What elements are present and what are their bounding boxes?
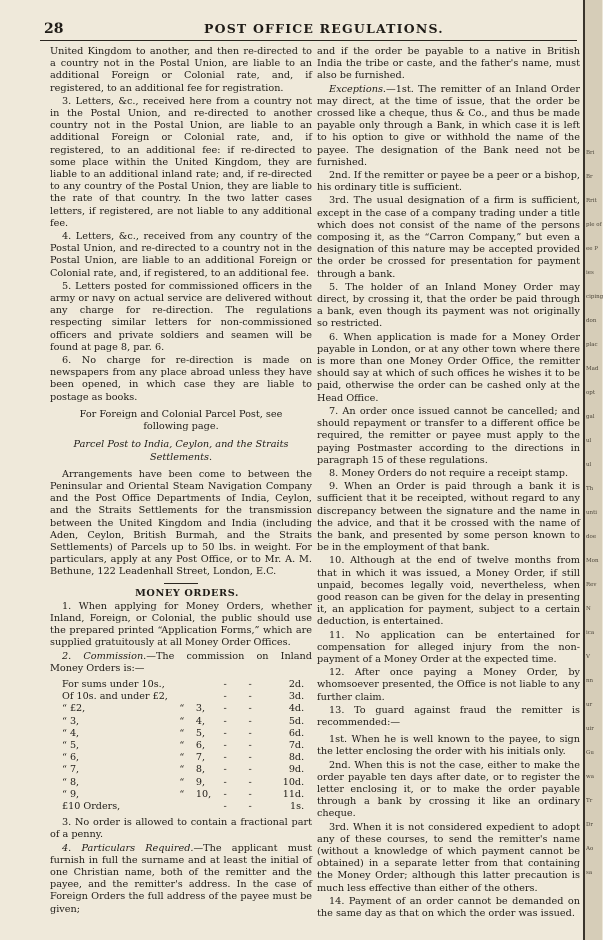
edge-fragment: ul [586,462,592,468]
commission-row [62,777,307,789]
rate-range-from: Of 10s. and under £2, [62,691,168,703]
commission-row [62,679,307,691]
rate-fee: 9d. [288,764,305,776]
paragraph: United Kingdom to another, and then re-directed to a country not in the Postal Union, are liable to an additional Foreign or Colonial rate, and, if registered, to an additional fee for registration. [50,46,312,94]
rate-fee: 8d. [288,752,305,764]
edge-fragment: Rev [586,582,597,588]
rate-dash: - [223,788,227,800]
rate-dash: - [248,715,252,727]
money-orders-heading: MONEY ORDERS. [135,587,239,599]
commission-row [62,740,307,752]
rate-fee: 7d. [288,739,305,751]
running-header [44,21,577,39]
edge-fragment: unti [586,510,598,516]
rate-dash: - [248,678,252,690]
rate-range-to: 6, [195,739,206,751]
rate-range-to: 7, [195,752,206,764]
edge-fragment: Rrit [586,198,597,204]
rate-dash: - [248,764,252,776]
edge-fragment: ies [586,270,594,276]
edge-fragment: doe [586,534,597,540]
paragraph: 9. When an Order is paid through a bank it is sufficient that it be receipted, without regard to any discrepancy between the signature and the name in the advice, and that it be crossed with the name of the bank, and presented by some person known to be in the employment of that bank. [317,481,580,554]
commission-row [62,764,307,776]
rate-dash: - [248,776,252,788]
edge-fragment: Br [586,174,593,180]
rate-ditto: “ [179,703,185,715]
edge-fragment: Gu [586,750,594,756]
edge-fragment: Th [586,486,594,492]
parcel-post-subheading: Parcel Post to India, Ceylon, and the Straits Settlements. [73,439,289,463]
right-column [317,46,580,926]
edge-fragment: Bri [586,150,595,156]
edge-fragment: N [586,606,591,612]
rate-dash: - [223,739,227,751]
commission-table [62,679,307,813]
paragraph: and if the order be payable to a native in British India the tribe or caste, and the father's name, must also be furnished. [317,46,580,82]
rate-dash: - [223,715,227,727]
edge-fragment: nn [586,678,594,684]
rate-range-to: 5, [195,727,206,739]
rate-fee: 2d. [288,678,305,690]
edge-fragment: Mad [586,366,599,372]
exceptions-label: Exceptions. [329,83,387,95]
rate-range-from: “ 6, [62,752,80,764]
edge-fragment: sa [586,870,593,876]
commission-row [62,752,307,764]
rate-range-from: “ £2, [62,703,86,715]
rate-range-to: 8, [195,764,206,776]
left-column [50,46,312,917]
paragraph: 3rd. When it is not considered expedient to adopt any of these courses, to send the remitter's name (without a knowledge of which payment cannot be obtained) in a separate letter from that containing the Money Order; although this latter precaution is much less effective than either of the others. [317,821,580,894]
rate-range-to: 3, [195,703,206,715]
rate-fee: 1s. [290,800,305,812]
particulars-label: 4. Particulars Required. [62,842,194,854]
section-divider [164,583,198,584]
paragraph: 4. Letters, &c., received from any country of the Postal Union, and re-directed to a country not in the Postal Union, are liable to an additional Foreign or Colonial rate, and, if registered, to an additional fee. [50,231,312,279]
edge-fragment: V [586,654,590,660]
rate-ditto [171,801,196,813]
rate-dash: - [248,691,252,703]
rate-fee: 10d. [282,776,305,788]
edge-fragment: opt [586,390,596,396]
rate-dash: - [223,703,227,715]
rate-dash: - [248,703,252,715]
rate-range-from: “ 9, [62,788,80,800]
paragraph: 8. Money Orders do not require a receipt stamp. [329,467,569,479]
paragraph: 10. Although at the end of twelve months from that in which it was issued, a Money Order, if still unpaid, becomes legally void, nevertheless, when good reason can be given for the delay in presenting it, an application for payment, subject to a certain deduction, is entertained. [317,555,580,628]
rate-fee: 11d. [282,788,305,800]
rate-range-from: For sums under 10s., [62,678,165,690]
commission-row [62,789,307,801]
rate-ditto: “ [179,752,185,764]
rate-ditto: “ [179,715,185,727]
adjacent-page-edge [583,0,602,940]
rate-dash: - [248,800,252,812]
paragraph [50,843,312,916]
paragraph: 1st. When he is well known to the payee, to sign the letter enclosing the order with his initials only. [317,734,580,758]
rate-range-from: “ 4, [62,727,80,739]
paragraph: 2nd. When this is not the case, either to make the order payable ten days after date, or to register the letter enclosing it, or to make the order payable through a bank by crossing it like an ordinary cheque. [317,759,580,820]
rate-dash: - [248,752,252,764]
paragraph [317,84,580,169]
running-title: POST OFFICE REGULATIONS. [204,21,444,36]
rate-ditto: “ [179,776,185,788]
paragraph: 6. When application is made for a Money Order payable in London, or at any other town where there is more than one Money Order Office, the remitter should say at which of such offices he wishes it to be paid, otherwise the order can be cashed only at the Head Office. [317,331,580,404]
edge-fragment: wa [586,774,594,780]
paragraph: 12. After once paying a Money Order, by whomsoever presented, the Office is not liable to any further claim. [317,667,580,703]
rate-dash: - [223,727,227,739]
rate-range-from: “ 8, [62,776,80,788]
particulars-text: —The applicant must furnish in full the surname and at least the initial of one Christian name, both of the remitter and the payee, and the remitter's address. In the case of Foreign Orders the full address of the payee must be given; [50,842,313,915]
edge-fragment: ur [586,702,593,708]
exceptions-text: —1st. The remitter of an Inland Order may direct, at the time of issue, that the order be crossed like a cheque, thus & Co., and thus be made payable only through a Bank, in which case it is left to his option to give or withhold the name of the payee. The designation of the Bank need not be furnished. [317,83,580,168]
page-number: 28 [44,21,64,37]
paragraph: 11. No application can be entertained for compensation for alleged injury from the non-payment of a Money Order at the expected time. [317,629,580,665]
rate-range-to [196,691,214,703]
commission-row [62,801,307,813]
rate-fee: 3d. [288,691,305,703]
rate-ditto: “ [179,788,185,800]
commission-row [62,716,307,728]
rate-ditto [171,691,196,703]
rate-ditto: “ [179,739,185,751]
rate-dash: - [223,691,227,703]
rate-dash: - [223,776,227,788]
paragraph: Arrangements have been come to between the Peninsular and Oriental Steam Navigation Company and the Post Office Departments of India, Ceylon, and the Straits Settlements for the transmission between the United Kingdom and India (including Aden, Ceylon, British Burmah, and the Straits Settlements) of Parcels up to 50 lbs. in weight. For particulars, apply at any Post Office, or to Mr. A. M. Bethune, 122 Leadenhall Street, London, E.C. [50,468,312,578]
paragraph: 1. When applying for Money Orders, whether Inland, Foreign, or Colonial, the public should use the prepared printed “Application Forms,” which are supplied gratuitously at all Money Order Offices. [50,600,312,649]
paragraph: 3. No order is allowed to contain a fractional part of a penny. [50,817,312,841]
rate-range-from: £10 Orders, [62,800,121,812]
commission-row [62,691,307,703]
edge-fragment: ee P [586,246,598,252]
paragraph: 3rd. The usual designation of a firm is sufficient, except in the case of a company trading under a title which does not consist of the name of the persons composing it, as the “Carron Company,” but even a designation of this nature may be accepted provided the order be crossed for presentation for payment through a bank. [317,195,580,280]
edge-fragment: ple of [586,222,602,228]
rate-range-from: “ 5, [62,739,80,751]
rate-ditto [171,679,196,691]
rate-range-from: “ 7, [62,764,80,776]
paragraph: 5. Letters posted for commissioned officers in the army or navy on actual service are delivered without any charge for re-direction. The regulations respecting similar letters for non-commissioned officers and private soldiers and seamen will be found at page 8, par. 6. [50,280,312,353]
paragraph [50,651,312,675]
paragraph: 5. The holder of an Inland Money Order may direct, by crossing it, that the order be paid through a bank, even though its payment was not originally so restricted. [317,281,580,330]
commission-row [62,703,307,715]
rate-range-to [196,679,214,691]
rate-dash: - [223,764,227,776]
edge-fragment: Dr [586,822,594,828]
rate-dash: - [223,678,227,690]
rate-fee: 6d. [288,727,305,739]
rate-dash: - [223,800,227,812]
edge-fragment: don [586,318,597,324]
paragraph: 2nd. If the remitter or payee be a peer or a bishop, his ordinary title is sufficient. [317,170,580,194]
rate-dash: - [248,727,252,739]
edge-fragment: uir [586,726,594,732]
edge-fragment: plac [586,342,598,348]
paragraph: 7. An order once issued cannot be cancelled; and should repayment or transfer to a different office be required, the remitter or payee must apply to the paying Postmaster according to the directions in paragraph 15 of these regulations. [317,405,580,466]
commission-text: —The commission on Inland Money Orders is:— [50,650,312,674]
rate-range-to: 10, [195,788,212,800]
rate-dash: - [223,752,227,764]
commission-row [62,728,307,740]
paragraph: 14. Payment of an order cannot be demanded on the same day as that on which the order was issued. [317,895,580,920]
rate-range-to [196,801,214,813]
rate-ditto: “ [179,727,185,739]
rate-fee: 5d. [288,715,305,727]
paragraph: 13. To guard against fraud the remitter is recommended:— [317,704,580,728]
edge-fragment: Mon [586,558,599,564]
commission-label: 2. Commission. [62,650,147,662]
edge-fragment: ciping [586,294,603,300]
rate-range-to: 4, [195,715,206,727]
edge-fragment: ul [586,438,592,444]
header-rule [40,40,577,41]
rate-dash: - [248,739,252,751]
rate-ditto: “ [179,764,185,776]
parcel-post-note: For Foreign and Colonial Parcel Post, see following page. [79,408,283,433]
paragraph: 3. Letters, &c., received here from a country not in the Postal Union, and re-directed to another country not in the Postal Union, are liable to an additional Foreign or Colonial rate, and, if registered, to an additional fee: if re-directed to some place within the United Kingdom, they are liable to an additional inland rate; and, if re-directed to any country of the Postal Union, they are liable to the rate of that country. In the two latter cases letters, if registered, are not liable to any additional fee. [50,95,312,229]
edge-fragment: Tr [586,798,593,804]
rate-range-from: “ 3, [62,715,80,727]
edge-fragment: Ao [586,846,594,852]
edge-fragment: ica [586,630,595,636]
rate-fee: 4d. [288,703,305,715]
edge-fragment: gal [586,414,595,420]
paragraph: 6. No charge for re-direction is made on newspapers from any place abroad unless they have been opened, in which case they are liable to postage as books. [50,355,312,403]
rate-dash: - [248,788,252,800]
rate-range-to: 9, [195,776,206,788]
